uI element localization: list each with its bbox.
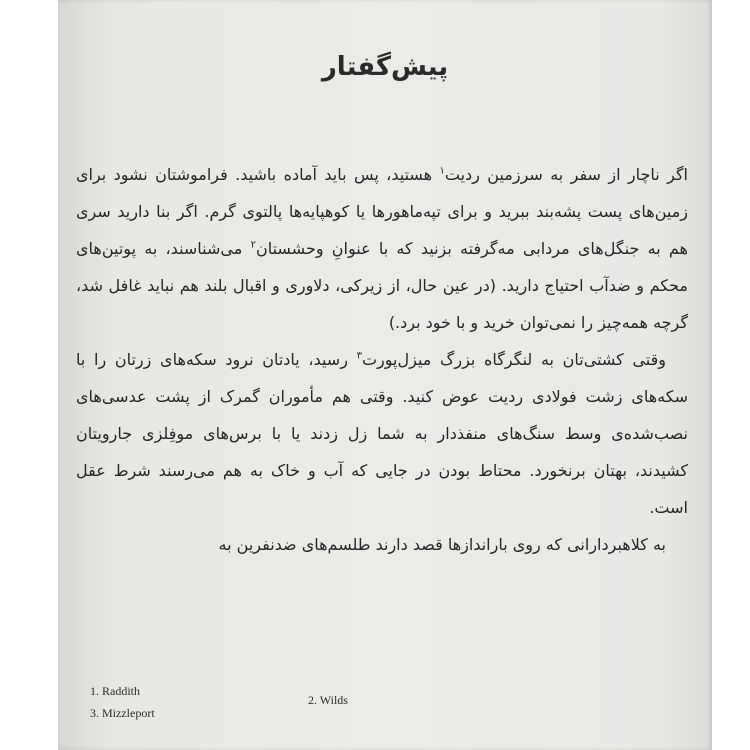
footnote-1: 1. Raddith [90, 684, 140, 698]
text-segment: رسید، یادتان نرود سکه‌های زرتان را با سکه‌های زشت فولادی ردیت عوض کنید. وقتی هم مأموران گمرک از پشت عدسی‌های نصب‌شده‌ی وسط سنگ‌های منفذدار به شما زل زدند یا با برس‌های موفِلزی جارویتان کشیدند، بهتان برنخورد. محتاط بودن در جایی که آب و خاک به هم می‌رسند شرط عقل است. [76, 350, 688, 517]
paragraph-2 [76, 341, 688, 526]
paragraph-1 [76, 156, 688, 341]
text-segment: می‌شناسند، به پوتین‌های محکم و ضدآب احتیاج دارید. (در عین حال، از زیرکی، دلاوری و اقبال بلند هم نباید غافل شد، گرچه همه‌چیز را نمی‌توان خرید و با خود برد.) [76, 239, 688, 332]
body-text [76, 156, 688, 563]
book-page [58, 0, 712, 750]
text-segment: هستید، پس باید آماده باشید. فراموشتان نشود برای زمین‌های پست پشه‌بند ببرید و برای تپه‌ماهورها یا کوهپایه‌ها پالتوی گرم. اگر بنا دارید سری هم به جنگل‌های مردابی مه‌گرفته بزنید که با عنوانِ وحشستان [76, 165, 688, 258]
page-title: پیش‌گفتار [321, 52, 449, 82]
paragraph-3 [76, 526, 688, 563]
text-segment: وقتی کشتی‌تان به لنگرگاه بزرگ میزل‌پورت [361, 350, 666, 369]
footnote-3: 3. Mizzleport [90, 706, 155, 720]
text-segment: اگر ناچار از سفر به سرزمین ردیت [444, 165, 689, 184]
text-segment: به کلاهبردارانی که روی باراندازها قصد دارند طلسم‌های ضدنفرین به [218, 535, 666, 554]
footnote-marker: ۳ [356, 350, 362, 362]
footnote-marker: ۲ [250, 239, 256, 251]
footnote-marker: ۱ [439, 165, 445, 177]
footnote-2: 2. Wilds [308, 693, 348, 707]
